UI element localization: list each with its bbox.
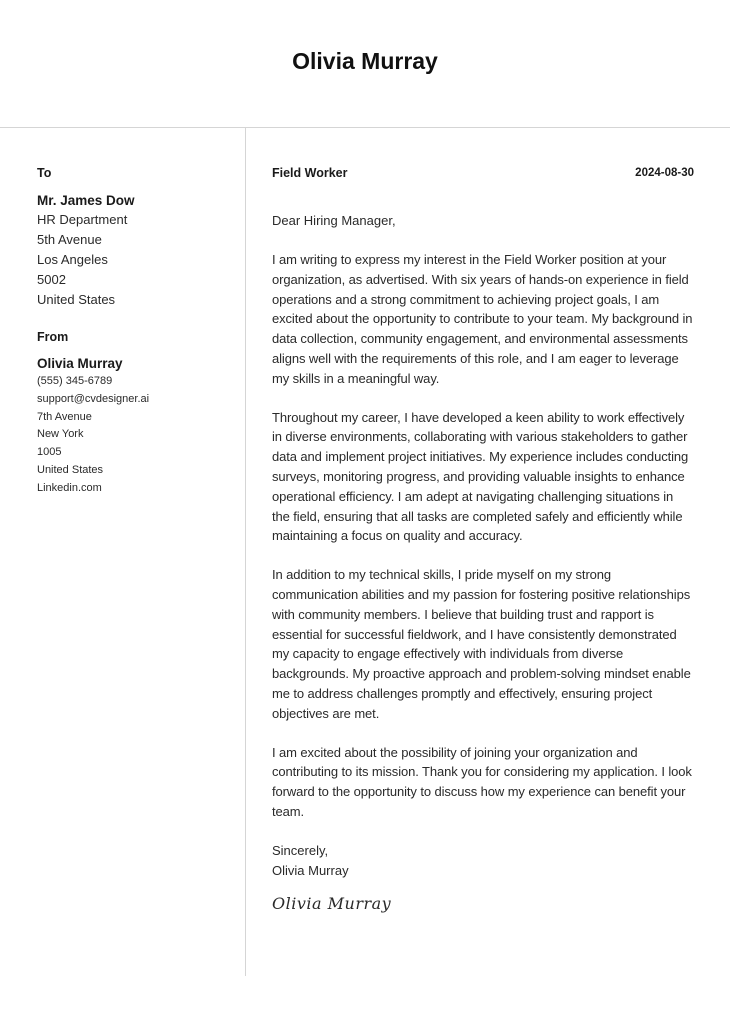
recipient-department: HR Department	[37, 212, 128, 227]
letter-body	[272, 163, 694, 915]
letter-date: 2024-08-30	[635, 167, 694, 179]
sender-country: United States	[37, 463, 104, 476]
closing-name: Olivia Murray	[272, 862, 349, 878]
paragraph-skills: In addition to my technical skills, I pride myself on my strong communication abilities and my passion for fostering positive relationships with community members. I believe that building trust and rapport is essential for successful fieldwork, and I have consistently demonstrated my capacity to engage effectively with individuals from diverse backgrounds. My proactive approach and problem-solving mindset enable me to address challenges promptly and effectively, ensuring project objectives are met.	[272, 567, 691, 721]
applicant-name-title: Olivia Murray	[292, 48, 438, 74]
recipient-street: 5th Avenue	[37, 232, 102, 247]
sender-linkedin: Linkedin.com	[37, 481, 102, 494]
letter-meta	[272, 163, 694, 183]
handwritten-signature: Olivia Murray	[272, 893, 392, 913]
header-divider	[0, 127, 730, 128]
sender-email: support@cvdesigner.ai	[37, 392, 150, 405]
paragraph-intro: I am writing to express my interest in the Field Worker position at your organization, as advertised. With six years of hands-on experience in field operations and a strong commitment to achieving project goals, I am excited about the opportunity to contribute to your team. My background in data collection, community engagement, and environmental assessments aligns well with the requirements of this role, and I am eager to leverage my skills in a meaningful way.	[272, 252, 693, 386]
recipient-country: United States	[37, 292, 116, 307]
closing-phrase: Sincerely,	[272, 842, 329, 858]
sender-city: New York	[37, 428, 84, 441]
from-label: From	[37, 330, 69, 344]
sender-name: Olivia Murray	[37, 356, 123, 371]
recipient-city: Los Angeles	[37, 252, 108, 267]
to-label: To	[37, 166, 52, 180]
sender-postcode: 1005	[37, 446, 62, 459]
paragraph-experience: Throughout my career, I have developed a keen ability to work effectively in diverse environments, collaborating with various stakeholders to gather data and implement project initiatives. My experience includes conducting surveys, monitoring progress, and providing valuable insights to enhance operational efficiency. I am adept at navigating challenging situations in the field, ensuring that all tasks are completed safely and efficiently while maintaining a focus on quality and accuracy.	[272, 409, 689, 544]
column-divider	[245, 128, 246, 976]
paragraph-closing: I am excited about the possibility of joining your organization and contributing to its mission. Thank you for considering my application. I look forward to the opportunity to discuss how my experience can benefit your team.	[272, 744, 692, 819]
sender-street: 7th Avenue	[37, 410, 92, 423]
letter-header	[0, 0, 730, 127]
contact-sidebar	[37, 163, 237, 498]
sender-phone: (555) 345-6789	[37, 375, 113, 387]
recipient-postcode: 5002	[37, 272, 66, 287]
salutation: Dear Hiring Manager,	[272, 213, 396, 228]
recipient-name: Mr. James Dow	[37, 193, 135, 208]
position-title: Field Worker	[272, 166, 348, 180]
